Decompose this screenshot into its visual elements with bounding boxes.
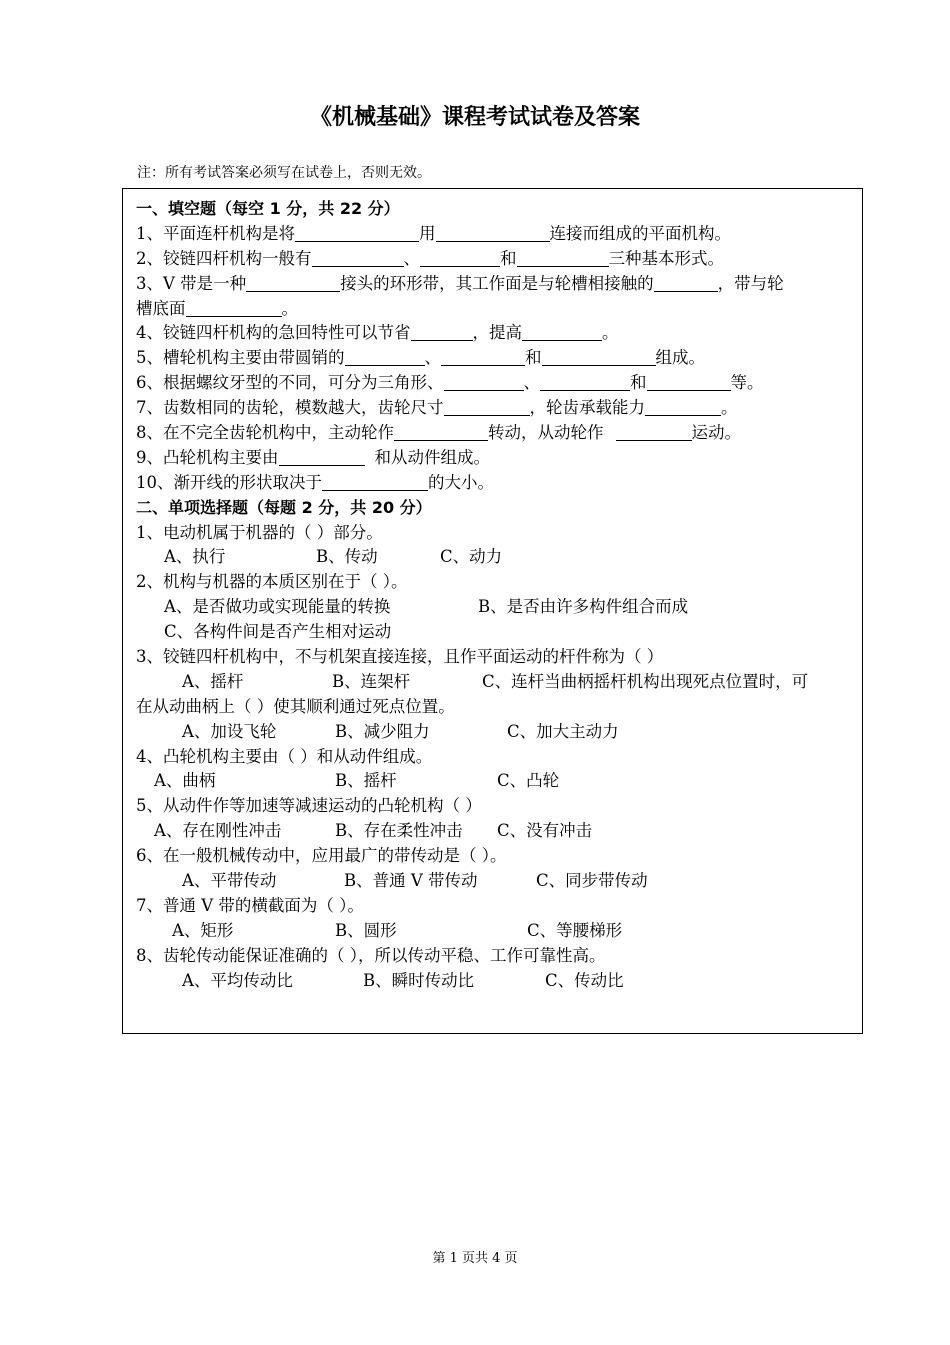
answer-blank[interactable] — [411, 323, 473, 341]
answer-blank[interactable] — [394, 423, 488, 441]
option-a[interactable]: A、是否做功或实现能量的转换 — [164, 597, 391, 617]
choice-options-3b — [136, 720, 858, 745]
option-a[interactable]: A、矩形 — [172, 920, 234, 940]
answer-blank[interactable] — [436, 224, 550, 242]
choice-options-8 — [136, 969, 858, 994]
answer-blank[interactable] — [444, 398, 530, 416]
choice-question-1: 1、电动机属于机器的（ ）部分。 — [136, 522, 383, 542]
section2-heading: 二、单项选择题（每题 2 分，共 20 分） — [136, 497, 432, 517]
answer-blank[interactable] — [322, 473, 428, 491]
option-b[interactable]: B、是否由许多构件组合而成 — [478, 597, 689, 617]
option-b[interactable]: B、传动 — [316, 547, 378, 567]
option-a[interactable]: A、存在刚性冲击 — [154, 821, 282, 841]
answer-blank[interactable] — [279, 448, 365, 466]
choice-question-5: 5、从动件作等加速等减速运动的凸轮机构（ ） — [136, 796, 482, 816]
answer-blank[interactable] — [186, 299, 282, 317]
choice-question-6: 6、在一般机械传动中，应用最广的带传动是（ ）。 — [136, 846, 507, 866]
option-b[interactable]: B、摇杆 — [335, 771, 397, 791]
fill-question-1: 1、平面连杆机构是将 用 连接而组成的平面机构。 — [136, 223, 731, 243]
fill-question-9: 9、凸轮机构主要由 和从动件组成。 — [136, 447, 490, 467]
answer-blank[interactable] — [312, 249, 404, 267]
choice-question-2: 2、机构与机器的本质区别在于（ ）。 — [136, 572, 408, 592]
fill-question-3-cont: 槽底面 。 — [136, 298, 298, 318]
fill-question-8: 8、在不完全齿轮机构中，主动轮作 转动，从动轮作 运动。 — [136, 423, 741, 443]
answer-blank[interactable] — [420, 249, 500, 267]
option-b[interactable]: B、减少阻力 — [335, 721, 430, 741]
answer-blank[interactable] — [517, 249, 609, 267]
option-c[interactable]: C、加大主动力 — [507, 721, 619, 741]
answer-blank[interactable] — [441, 348, 525, 366]
option-c[interactable]: C、连杆当曲柄摇杆机构出现死点位置时，可 — [482, 671, 809, 691]
option-a[interactable]: A、平带传动 — [182, 871, 277, 891]
option-b[interactable]: B、存在柔性冲击 — [335, 821, 463, 841]
choice-options-5 — [136, 819, 858, 844]
exam-note: 注：所有考试答案必须写在试卷上，否则无效。 — [137, 165, 431, 181]
option-c[interactable]: C、没有冲击 — [497, 821, 593, 841]
option-b[interactable]: B、圆形 — [335, 920, 397, 940]
exam-content — [136, 197, 858, 994]
option-c[interactable]: C、等腰梯形 — [527, 920, 623, 940]
fill-question-5: 5、槽轮机构主要由带圆销的 、 和 组成。 — [136, 348, 705, 368]
option-b[interactable]: B、连架杆 — [332, 671, 411, 691]
choice-options-4 — [136, 769, 858, 794]
page-title: 《机械基础》课程考试试卷及答案 — [309, 105, 640, 130]
fill-question-2: 2、铰链四杆机构一般有 、 和 三种基本形式。 — [136, 248, 724, 268]
answer-blank[interactable] — [444, 373, 524, 391]
option-c[interactable]: C、凸轮 — [497, 771, 560, 791]
choice-question-7: 7、普通 V 带的横截面为（ ）。 — [136, 895, 364, 915]
answer-blank[interactable] — [295, 224, 419, 242]
fill-question-10: 10、渐开线的形状取决于 的大小。 — [136, 472, 494, 492]
option-a[interactable]: A、执行 — [164, 547, 226, 567]
option-c[interactable]: C、传动比 — [545, 970, 624, 990]
fill-question-6: 6、根据螺纹牙型的不同，可分为三角形、 、 和 等。 — [136, 373, 764, 393]
choice-options-1 — [136, 545, 858, 570]
option-c[interactable]: C、动力 — [440, 547, 503, 567]
choice-question-3-cont: 在从动曲柄上（ ）使其顺利通过死点位置。 — [136, 696, 455, 716]
answer-blank[interactable] — [647, 373, 731, 391]
answer-blank[interactable] — [345, 348, 425, 366]
option-c[interactable]: C、各构件间是否产生相对运动 — [164, 622, 392, 642]
answer-blank[interactable] — [246, 274, 340, 292]
fill-question-4: 4、铰链四杆机构的急回特性可以节省 ，提高 。 — [136, 323, 619, 343]
option-b[interactable]: B、普通 V 带传动 — [344, 871, 478, 891]
choice-options-7 — [136, 919, 858, 944]
answer-blank[interactable] — [645, 398, 721, 416]
answer-blank[interactable] — [654, 274, 718, 292]
choice-question-8: 8、齿轮传动能保证准确的（ ），所以传动平稳、工作可靠性高。 — [136, 945, 606, 965]
choice-options-3 — [136, 670, 858, 695]
option-c[interactable]: C、同步带传动 — [536, 871, 648, 891]
answer-blank[interactable] — [540, 373, 630, 391]
choice-options-2-cont — [136, 620, 858, 645]
answer-blank[interactable] — [616, 423, 692, 441]
option-a[interactable]: A、摇杆 — [182, 671, 244, 691]
choice-question-4: 4、凸轮机构主要由（ ）和从动件组成。 — [136, 746, 433, 766]
page-footer: 第 1 页共 4 页 — [432, 1251, 518, 1266]
option-b[interactable]: B、瞬时传动比 — [363, 970, 475, 990]
choice-question-3: 3、铰链四杆机构中，不与机架直接连接，且作平面运动的杆件称为（ ） — [136, 647, 664, 667]
answer-blank[interactable] — [522, 323, 602, 341]
fill-question-7: 7、齿数相同的齿轮，模数越大，齿轮尺寸 ，轮齿承载能力 。 — [136, 398, 738, 418]
option-a[interactable]: A、加设飞轮 — [182, 721, 277, 741]
choice-options-6 — [136, 869, 858, 894]
choice-options-2 — [136, 595, 858, 620]
option-a[interactable]: A、曲柄 — [154, 771, 216, 791]
option-a[interactable]: A、平均传动比 — [182, 970, 293, 990]
section1-heading: 一、填空题（每空 1 分，共 22 分） — [136, 199, 400, 218]
fill-question-3: 3、V 带是一种 接头的环形带，其工作面是与轮槽相接触的 ，带与轮 — [136, 273, 784, 293]
answer-blank[interactable] — [542, 348, 656, 366]
